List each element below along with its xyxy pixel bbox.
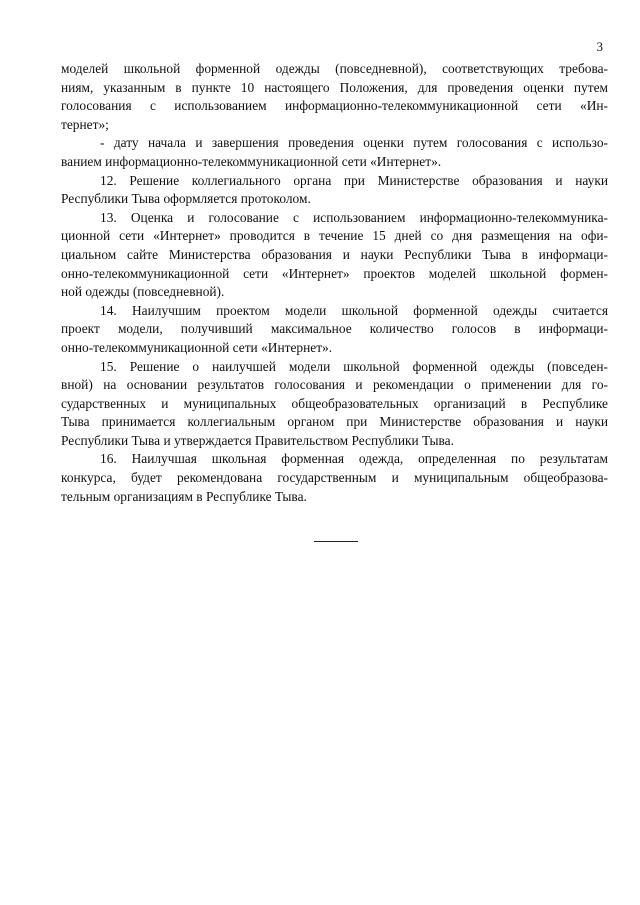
paragraph-item-13	[61, 209, 608, 302]
text-line: ниям, указанным в пункте 10 настоящего Положения, для проведения оценки путем	[61, 79, 608, 95]
page-number: 3	[596, 39, 603, 54]
text-line: ванием информационно-телекоммуникационной сети «Интернет».	[61, 153, 442, 169]
text-line: ной одежды (повседневной).	[61, 284, 225, 300]
text-line: 15. Решение о наилучшей модели школьной форменной одежды (повседен-	[100, 358, 608, 374]
text-line: 16. Наилучшая школьная форменная одежда, определенная по результатам	[100, 451, 608, 467]
paragraph-item-14	[61, 302, 608, 358]
text-line: 14. Наилучшим проектом модели школьной форменной одежды считается	[100, 302, 608, 318]
text-line: Республики Тыва и утверждается Правительством Республики Тыва.	[61, 432, 454, 448]
text-line: конкурса, будет рекомендована государственным и муниципальным общеобразова-	[61, 470, 608, 486]
text-line: тельным организациям в Республике Тыва.	[61, 488, 307, 504]
text-line: вной) на основании результатов голосования и рекомендации о применении для го-	[61, 377, 608, 393]
text-line: проект модели, получивший максимальное количество голосов в информаци-	[61, 321, 608, 337]
paragraph-item-15	[61, 358, 608, 451]
text-line: 12. Решение коллегиального органа при Министерстве образования и науки	[100, 172, 608, 188]
text-line: циальном сайте Министерства образования и науки Республики Тыва в информаци-	[61, 246, 608, 262]
text-line: сударственных и муниципальных общеобразовательных организаций в Республике	[61, 395, 608, 411]
text-line: моделей школьной форменной одежды (повседневной), соответствующих требова-	[61, 61, 608, 76]
end-separator-line	[314, 541, 358, 542]
paragraph-item-12	[61, 172, 608, 209]
text-line: Республики Тыва оформляется протоколом.	[61, 191, 311, 207]
text-line: 13. Оценка и голосование с использованием информационно-телекоммуника-	[100, 209, 608, 225]
paragraph-continuation	[61, 60, 608, 134]
text-line: тернет»;	[61, 116, 109, 132]
document-body	[61, 60, 608, 506]
list-item-dates	[61, 134, 608, 171]
text-line: онно-телекоммуникационной сети «Интернет».	[61, 339, 333, 355]
text-line: онно-телекоммуникационной сети «Интернет» проектов моделей школьной формен-	[61, 265, 608, 281]
text-line: голосования с использованием информационно-телекоммуникационной сети «Ин-	[61, 98, 608, 114]
text-line: Тыва принимается коллегиальным органом при Министерстве образования и науки	[61, 414, 608, 430]
paragraph-item-16	[61, 450, 608, 506]
text-line: ционной сети «Интернет» проводится в течение 15 дней со дня размещения на офи-	[61, 228, 608, 244]
text-line: - дату начала и завершения проведения оценки путем голосования с использо-	[100, 135, 608, 151]
